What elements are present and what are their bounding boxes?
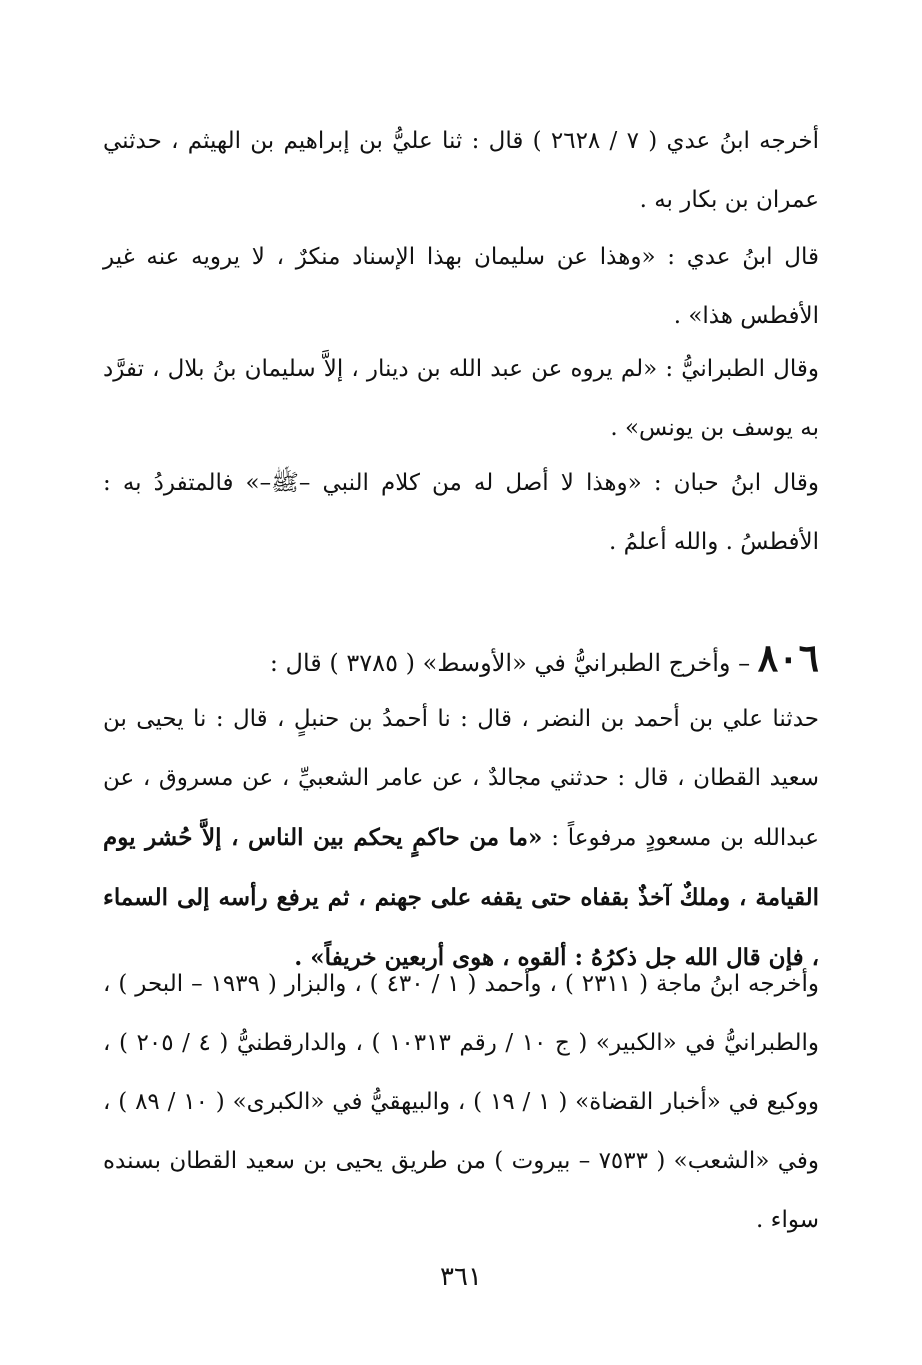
paragraph-ibn-hibban-comment: وقال ابنُ حبان : «وهذا لا أصل له من كلام النبي –ﷺ–» فالمتفردُ به : الأفطسُ . والله أعلمُ . xyxy=(103,470,819,555)
hadith-number: ٨٠٦ xyxy=(757,635,819,680)
hadith-isnad: حدثنا علي بن أحمد بن النضر ، قال : نا أحمدُ بن حنبلٍ ، قال : نا يحيى بن سعيد القطان ، قال : حدثني مجالدٌ ، عن عامر الشعبيِّ ، عن مسروق ، عن عبدالله بن مسعودٍ مرفوعاً : xyxy=(103,706,819,851)
hadith-heading xyxy=(103,628,819,693)
hadith-dash: – xyxy=(738,649,751,677)
hadith-source: وأخرج الطبرانيُّ في «الأوسط» ( ٣٧٨٥ ) قال : xyxy=(269,649,731,677)
paragraph-takhrij: وأخرجه ابنُ ماجة ( ٢٣١١ ) ، وأحمد ( ١ / ٤٣٠ ) ، والبزار ( ١٩٣٩ – البحر ) ، والطبرانيُّ في «الكبير» ( ج ١٠ / رقم ١٠٣١٣ ) ، والدارقطنيُّ ( ٤ / ٢٠٥ ) ، ووكيع في «أخبار القضاة» ( ١ / ١٩ ) ، والبيهقيُّ في «الكبرى» ( ١٠ / ٨٩ ) ، وفي «الشعب» ( ٧٥٣٣ – بيروت ) من طريق يحيى بن سعيد القطان بسنده سواء . xyxy=(103,971,820,1233)
hadith-matn: «ما من حاكمٍ يحكم بين الناس ، إلاَّ حُشر يوم القيامة ، وملكٌ آخذٌ بقفاه حتى يقفه على جهنم ، ثم يرفع رأسه إلى السماء ، فإن قال الله جل ذكرُهُ : ألقوه ، هوى أربعين خريفاً» . xyxy=(103,824,819,971)
paragraph-ibn-adi-takhrij: أخرجه ابنُ عدي ( ٧ / ٢٦٢٨ ) قال : ثنا عليُّ بن إبراهيم بن الهيثم ، حدثني عمران بن بكار به . xyxy=(103,128,819,213)
page-number: ٣٦١ xyxy=(440,1262,482,1292)
paragraph-tabarani-comment: وقال الطبرانيُّ : «لم يروه عن عبد الله بن دينار ، إلاَّ سليمان بنُ بلال ، تفرَّد به يوسف بن يونس» . xyxy=(103,356,819,441)
hadith-body xyxy=(103,690,819,988)
paragraph-ibn-adi-comment: قال ابنُ عدي : «وهذا عن سليمان بهذا الإسناد منكرٌ ، لا يرويه عنه غير الأفطس هذا» . xyxy=(103,244,819,329)
